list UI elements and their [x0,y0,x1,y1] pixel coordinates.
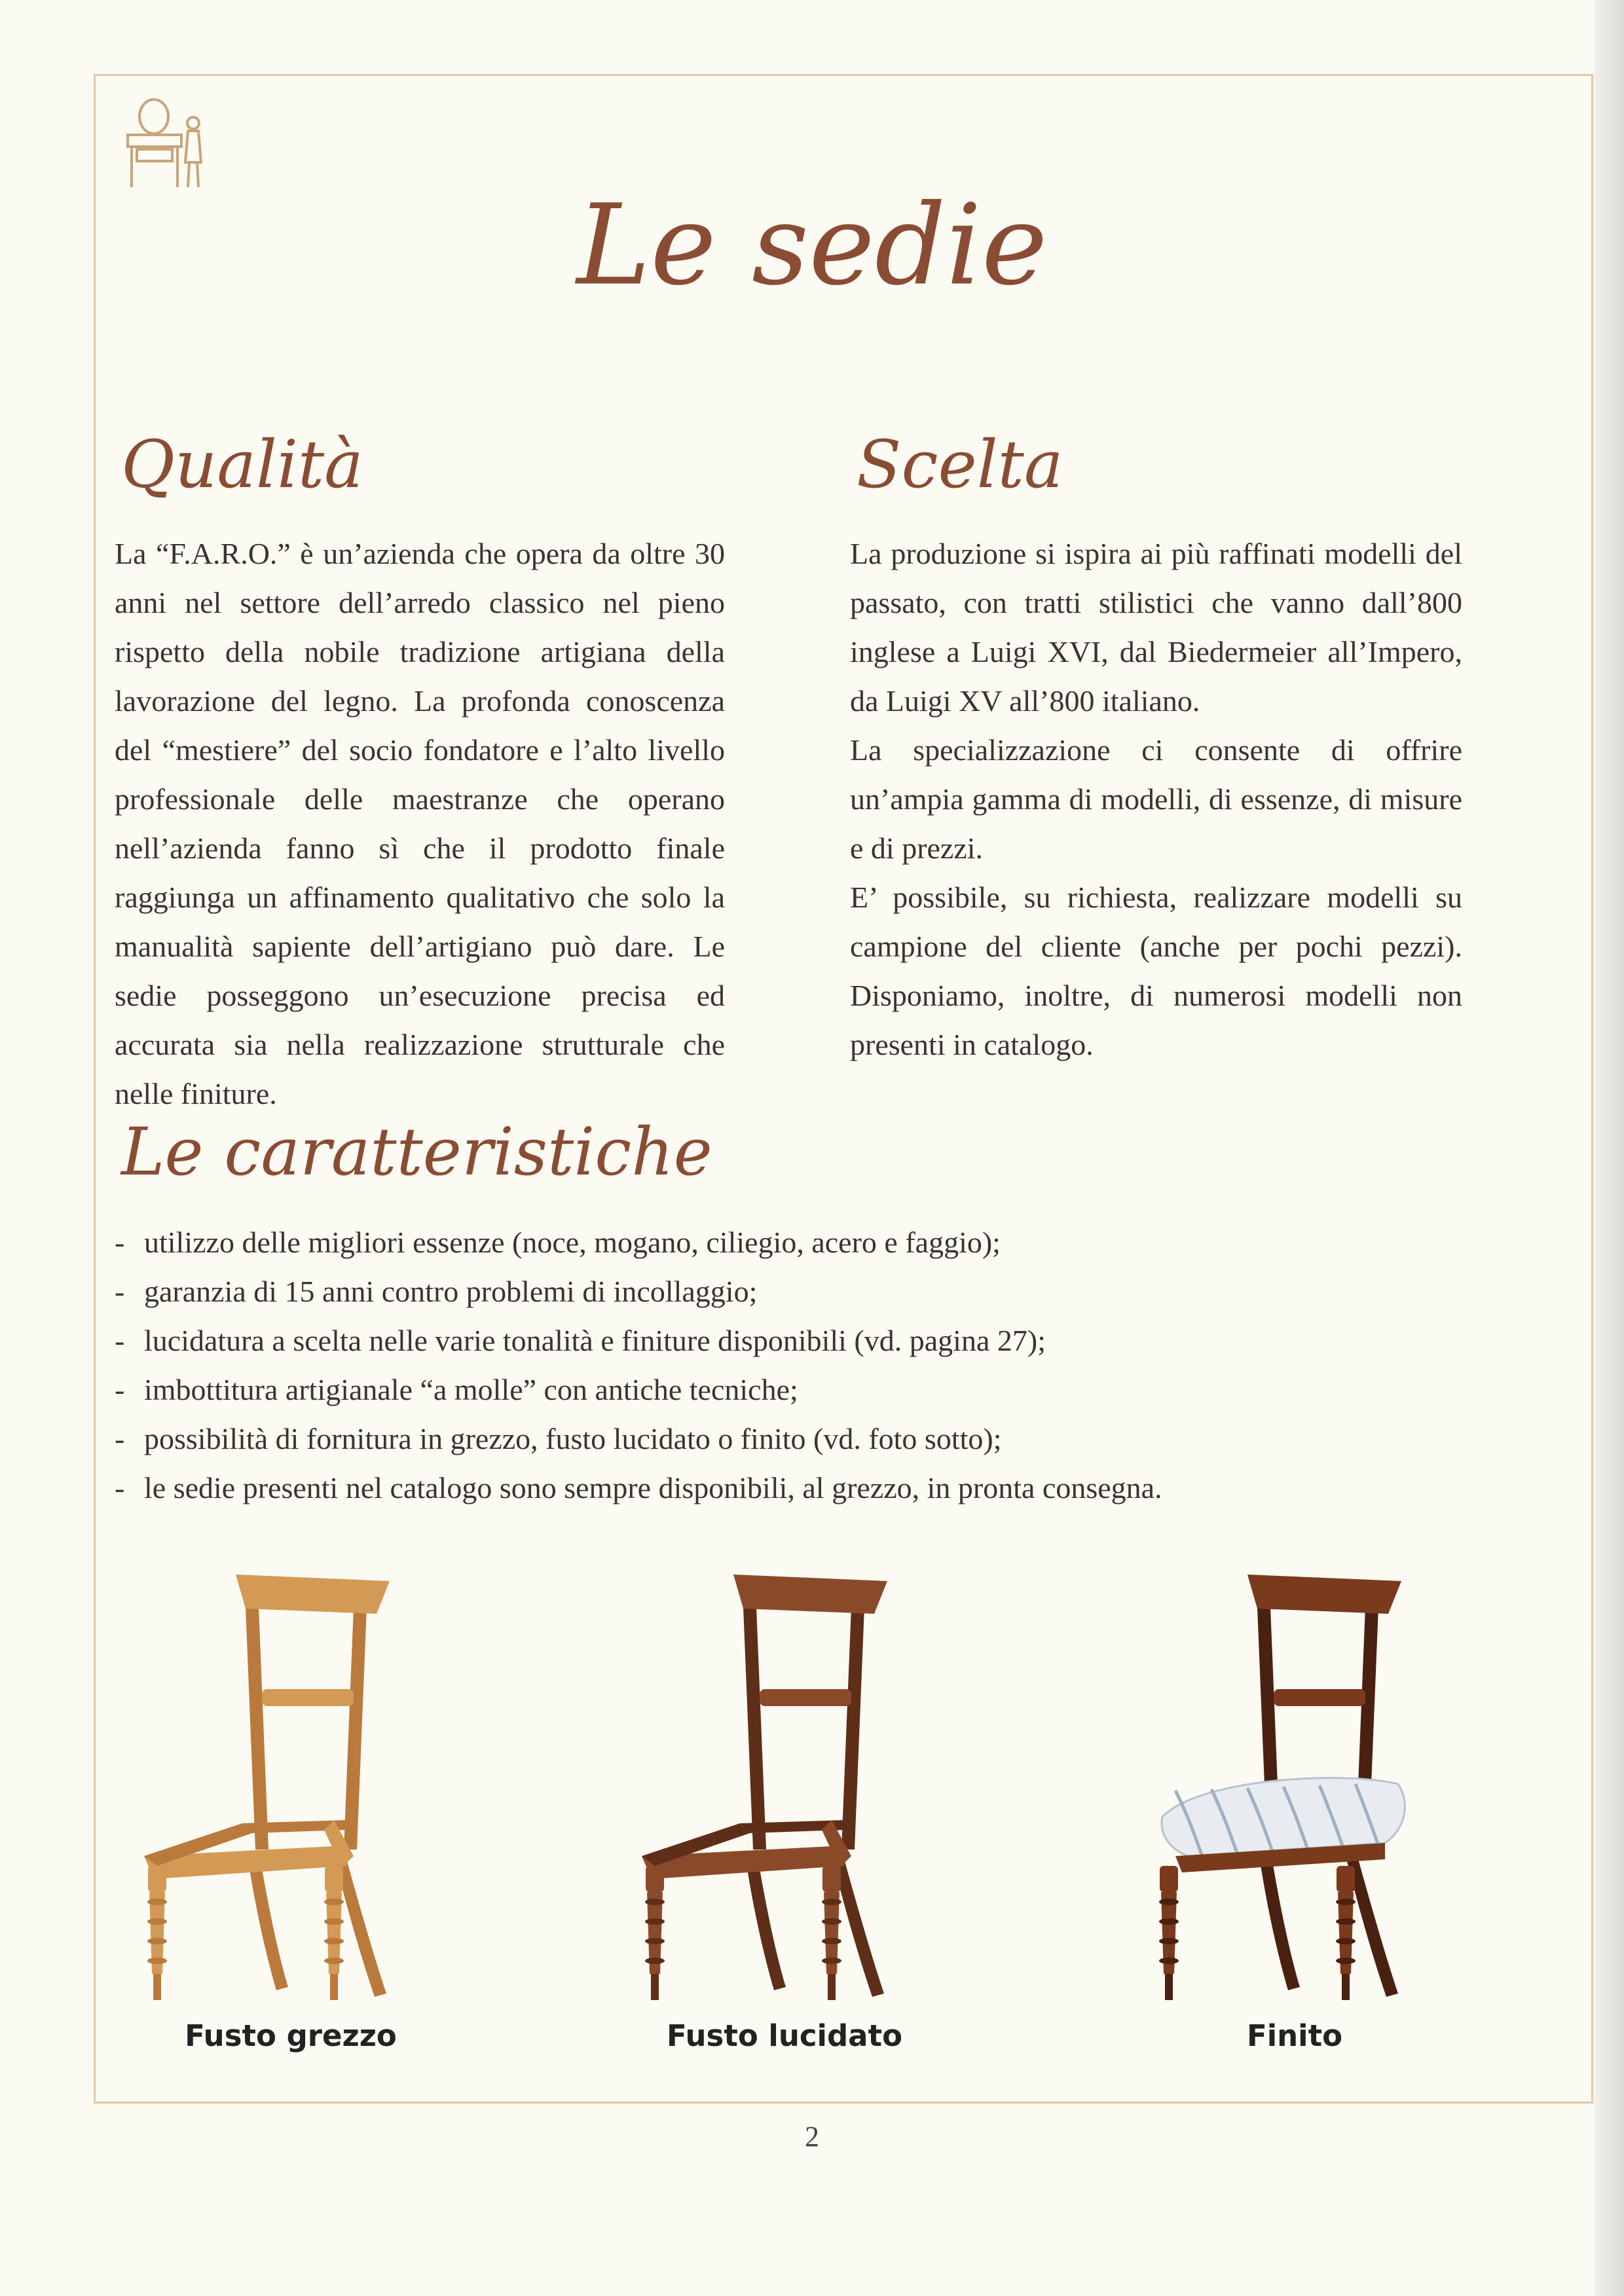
page-edge-shadow [1594,0,1624,2296]
front-leg-right-top [822,1866,841,1892]
polished-chair-icon [635,1568,930,2013]
top-rail [1247,1575,1401,1614]
front-leg-left-foot [1165,1974,1173,2000]
back-upright-left [743,1607,766,1850]
front-leg-right-ring [324,1938,344,1944]
front-leg-left-ring [1159,1918,1179,1925]
bullet-dash: - [115,1471,125,1504]
front-leg-right-top [325,1866,343,1892]
top-rail [236,1575,390,1614]
bullet-dash: - [115,1422,125,1455]
front-leg-left-top [148,1866,166,1892]
feature-text: imbottitura artigianale “a molle” con antiche tecniche; [144,1373,798,1406]
front-leg-right-foot [828,1974,836,2000]
bullet-dash: - [115,1226,125,1259]
front-leg-right-ring [324,1958,344,1964]
front-leg-right-ring [1336,1918,1356,1925]
front-leg-left-ring [1159,1899,1179,1905]
front-leg-right-ring [324,1918,344,1925]
front-leg-right-ring [324,1899,344,1905]
raw-chair-icon [138,1568,432,2013]
bullet-dash: - [115,1275,125,1308]
caption-finito: Finito [1246,2018,1343,2053]
rear-leg-left [1259,1850,1300,1990]
front-leg-left-top [1160,1866,1178,1892]
bullet-dash: - [115,1373,125,1406]
front-leg-left-top [646,1866,664,1892]
front-leg-left-ring [645,1938,665,1944]
front-leg-left-ring [1159,1958,1179,1964]
caption-fusto-lucidato: Fusto lucidato [667,2018,902,2053]
middle-rail [760,1689,851,1706]
front-leg-left-ring [147,1899,167,1905]
caption-fusto-grezzo: Fusto grezzo [185,2018,397,2053]
front-leg-right-ring [1336,1958,1356,1964]
finished-chair-icon [1143,1568,1450,2013]
front-leg-left-foot [153,1974,161,2000]
front-leg-right-ring [822,1899,841,1905]
front-leg-right-ring [1336,1938,1356,1944]
scelta-paragraph-3: E’ possibile, su richiesta, realizzare modelli su campione del cliente (anche per pochi pezzi). Disponiamo, inoltre, di numerosi modelli non presenti in catalogo. [850,881,1462,1061]
front-leg-left-ring [1159,1938,1179,1944]
front-leg-right-top [1337,1866,1355,1892]
feature-text: possibilità di fornitura in grezzo, fusto lucidato o finito (vd. foto sotto); [144,1422,1002,1455]
back-upright-right [344,1607,367,1850]
page-number: 2 [805,2121,819,2153]
front-leg-right-ring [822,1958,841,1964]
front-leg-left-ring [147,1918,167,1925]
feature-text: utilizzo delle migliori essenze (noce, mogano, ciliegio, acero e faggio); [144,1226,1001,1259]
middle-rail [1274,1689,1365,1706]
back-upright-right [841,1607,864,1850]
feature-text: lucidatura a scelta nelle varie tonalità e finiture disponibili (vd. pagina 27); [144,1324,1046,1357]
qualita-text [115,529,725,1118]
scelta-text [850,529,1462,1069]
caratteristiche-heading: Le caratteristiche [121,1114,712,1190]
back-upright-left [246,1607,268,1850]
front-leg-left-ring [147,1938,167,1944]
front-leg-left-ring [147,1958,167,1964]
front-leg-left-ring [645,1958,665,1964]
furniture-logo-icon [120,97,206,190]
front-leg-left-ring [645,1899,665,1905]
front-leg-right-foot [330,1974,338,2000]
list-item [115,1463,1490,1512]
list-item [115,1316,1490,1365]
top-rail [733,1575,887,1614]
list-item [115,1267,1490,1316]
front-leg-left-ring [645,1918,665,1925]
qualita-paragraph: La “F.A.R.O.” è un’azienda che opera da oltre 30 anni nel settore dell’arredo classico nel pieno rispetto della nobile tradizione artigiana della lavorazione del legno. La profonda conoscenza del “mestiere” del socio fondatore e l’alto livello professionale delle maestranze che operano nell’azienda fanno sì che il prodotto finale raggiunga un affinamento qualitativo che solo la manualità sapiente dell’artigiano può dare. Le sedie posseggono un’esecuzione precisa ed accurata sia nella realizzazione strutturale che nelle finiture. [115,537,725,1110]
list-item [115,1365,1490,1414]
front-leg-left-foot [651,1974,659,2000]
front-leg-right-ring [822,1938,841,1944]
qualita-heading: Qualità [121,426,363,503]
bullet-dash: - [115,1324,125,1357]
scelta-heading: Scelta [857,426,1063,503]
list-item [115,1218,1490,1267]
list-item [115,1414,1490,1463]
features-list [115,1218,1490,1512]
feature-text: garanzia di 15 anni contro problemi di incollaggio; [144,1275,758,1308]
scelta-paragraph-1: La produzione si ispira ai più raffinati modelli del passato, con tratti stilistici che vanno dall’800 inglese a Luigi XVI, dal Biedermeier all’Impero, da Luigi XV all’800 italiano. [850,537,1462,718]
page-title: Le sedie [576,181,1048,310]
feature-text: le sedie presenti nel catalogo sono sempre disponibili, al grezzo, in pronta consegna. [144,1471,1162,1504]
middle-rail [262,1689,354,1706]
front-leg-right-ring [1336,1899,1356,1905]
front-leg-right-ring [822,1918,841,1925]
front-leg-right-foot [1342,1974,1350,2000]
scelta-paragraph-2: La specializzazione ci consente di offrire un’ampia gamma di modelli, di essenze, di misure e di prezzi. [850,733,1462,865]
